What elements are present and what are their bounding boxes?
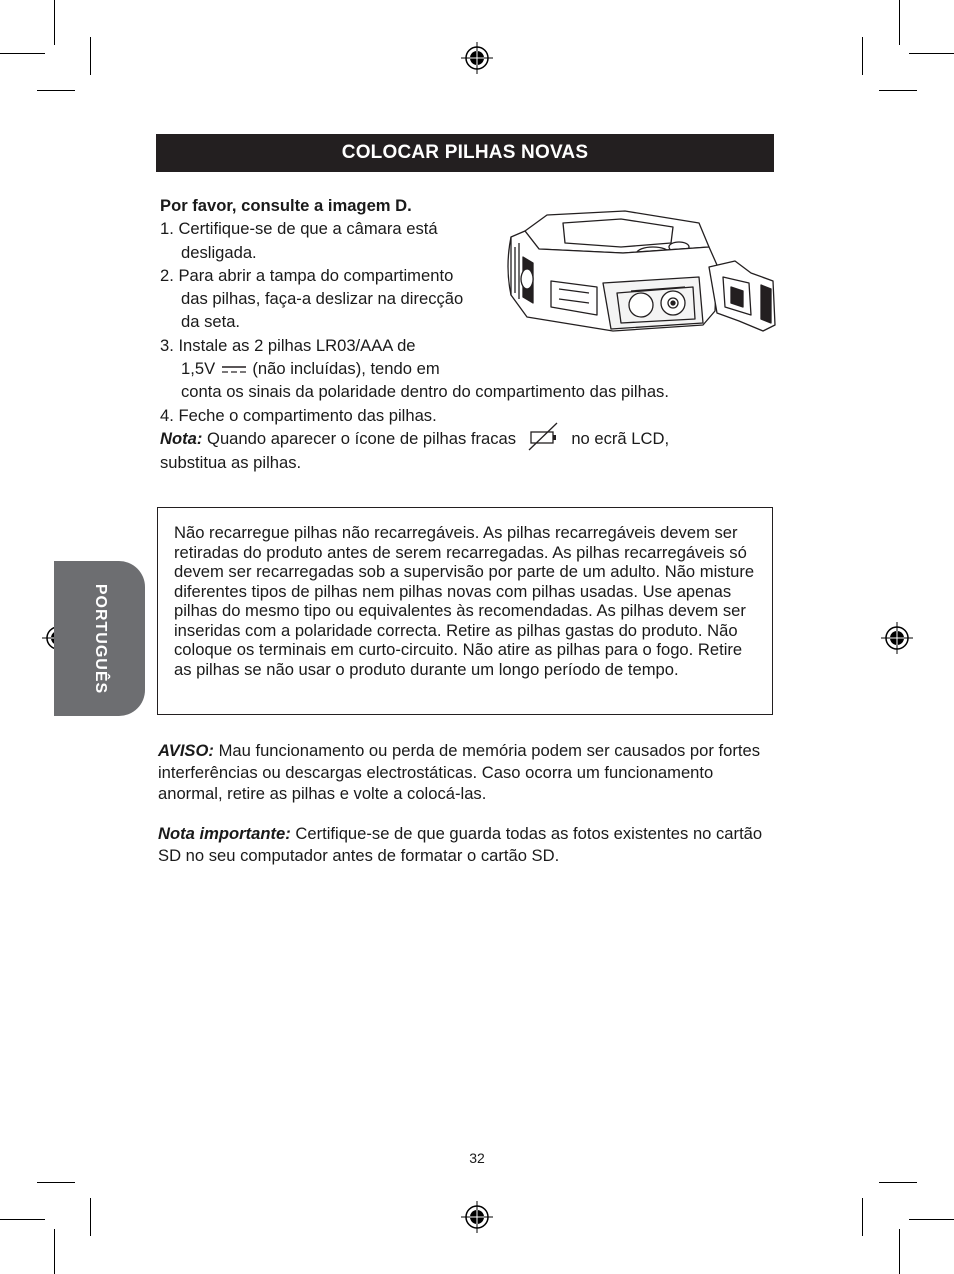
step-3-line-3: conta os sinais da polaridade dentro do compartimento das pilhas. <box>181 382 669 402</box>
dc-voltage-icon <box>222 365 246 375</box>
step-1-line-2: desligada. <box>181 242 257 262</box>
important-note-text: Certifique-se de que guarda todas as fotos existentes no cartão SD no seu computador antes de formatar o cartão SD. <box>158 824 763 865</box>
section-title-text: COLOCAR PILHAS NOVAS <box>341 142 589 163</box>
language-tab <box>54 561 145 716</box>
registration-mark-icon <box>881 622 913 654</box>
step-2-line-3: da seta. <box>181 312 241 332</box>
step-3-line-1: 3. Instale as 2 pilhas LR03/AAA de <box>160 335 416 355</box>
battery-warning-box <box>157 507 773 715</box>
low-battery-icon <box>527 421 561 451</box>
note-text-post: no ecrã LCD, <box>571 428 670 448</box>
step-2-line-2: das pilhas, faça-a deslizar na direcção <box>181 289 464 309</box>
registration-mark-icon <box>461 1201 493 1233</box>
important-note-paragraph <box>158 823 770 866</box>
aviso-text: Mau funcionamento ou perda de memória podem ser causados por fortes interferências ou descargas electrostáticas. Caso ocorra um funcionamento anormal, retire as pilhas e volte a colocá-las. <box>158 741 761 804</box>
step-1-line-1: 1. Certifique-se de que a câmara está <box>160 219 438 239</box>
step-2-line-1: 2. Para abrir a tampa do compartimento <box>160 265 454 285</box>
note-line-1 <box>160 427 760 451</box>
note-text-pre: Quando aparecer o ícone de pilhas fracas <box>207 428 517 448</box>
note-label: Nota: <box>160 428 203 448</box>
instructions <box>160 194 760 474</box>
language-tab-label: PORTUGUÊS <box>91 583 109 694</box>
section-title <box>156 134 774 172</box>
step-4: 4. Feche o compartimento das pilhas. <box>160 405 437 425</box>
important-note-label: Nota importante: <box>158 824 291 843</box>
battery-warning-text: Não recarregue pilhas não recarregáveis. As pilhas recarregáveis devem ser retiradas do produto antes de serem recarregadas. As pilhas recarregáveis só devem ser recarregadas sob a supervisão por parte de um adulto. Não misture diferentes tipos de pilhas nem pilhas novas com pilhas usadas. Use apenas pilhas do mesmo tipo ou equivalentes às recomendadas. As pilhas devem ser inseridas com a polaridade correcta. Retire as pilhas gastas do produto. Não coloque os terminais em curto-circuito. Não atire as pilhas para o fogo. Retire as pilhas se não usar o produto durante um longo período de tempo. <box>174 523 755 679</box>
step-3-line-2 <box>160 357 760 380</box>
aviso-label: AVISO: <box>158 741 214 760</box>
aviso-paragraph <box>158 740 770 805</box>
page-number: 32 <box>469 1150 485 1166</box>
step-3-continued: (não incluídas), tendo em <box>252 359 440 379</box>
note-line-2: substitua as pilhas. <box>160 452 302 472</box>
registration-mark-icon <box>461 42 493 74</box>
instructions-heading: Por favor, consulte a imagem D. <box>160 196 412 215</box>
voltage-value: 1,5V <box>181 359 216 379</box>
